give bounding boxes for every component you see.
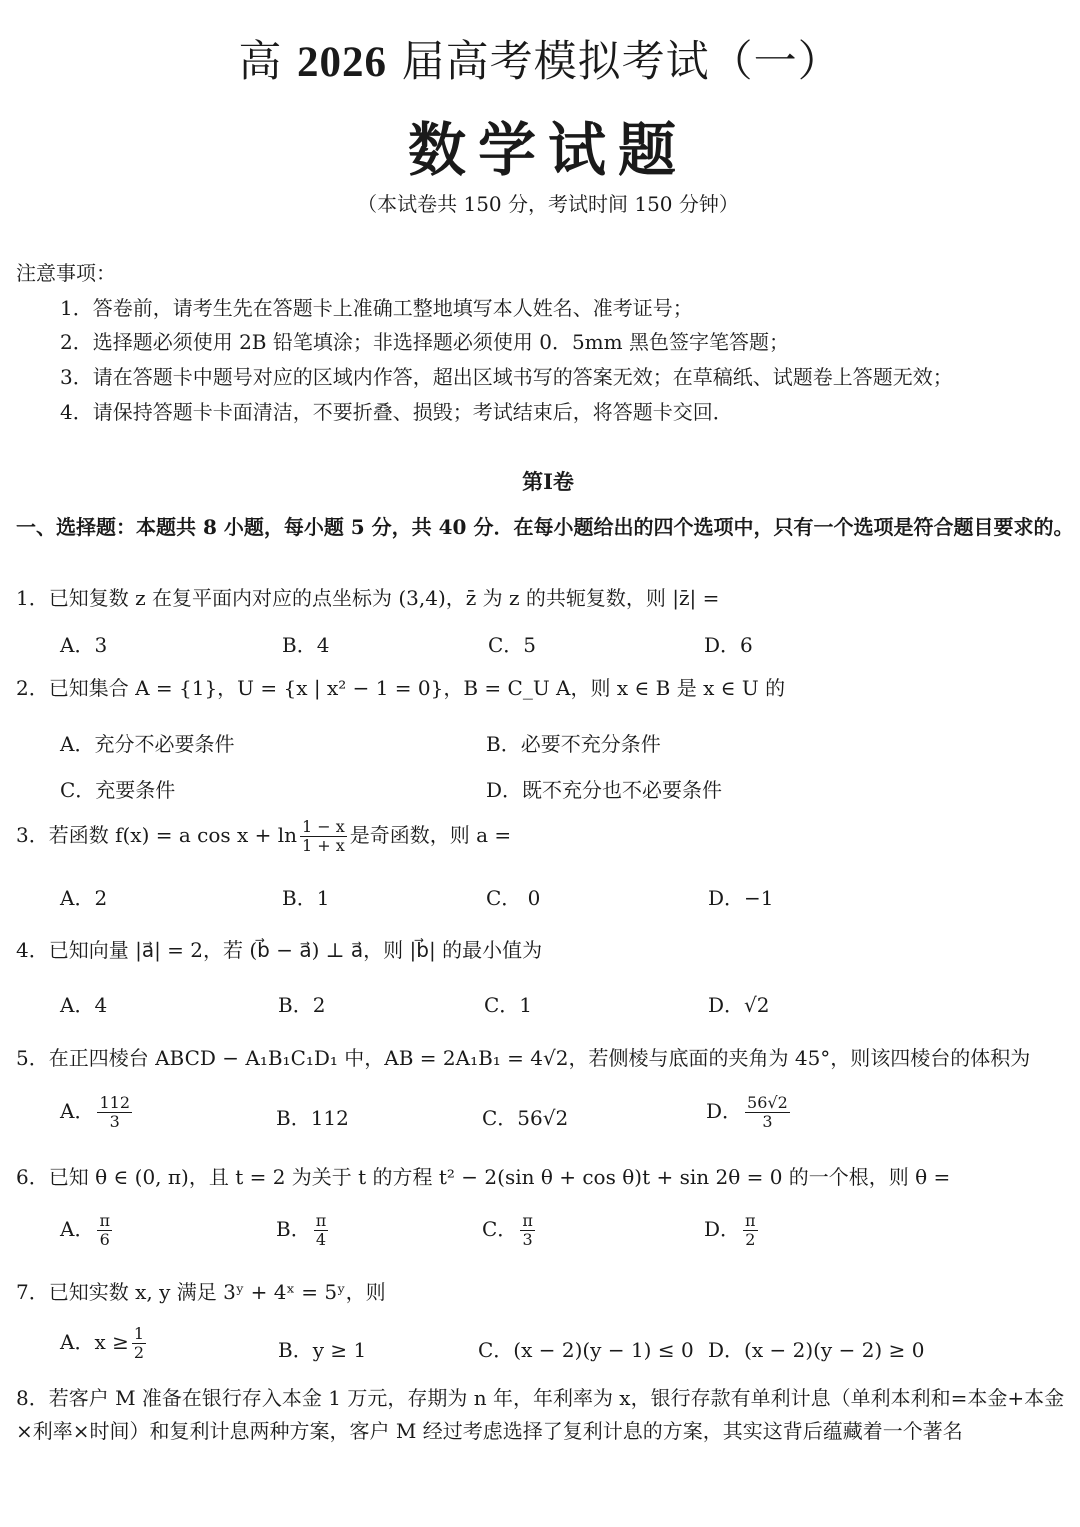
q6-option-b-fraction	[314, 1212, 329, 1249]
q2-option-a: A．充分不必要条件	[60, 732, 235, 756]
q6-a-den: 6	[99, 1230, 110, 1249]
q5-option-b: B．112	[276, 1106, 349, 1130]
q6-d-den: 2	[745, 1230, 756, 1249]
q4-option-a: A．4	[60, 993, 108, 1017]
exam-info: （本试卷共 150 分，考试时间 150 分钟）	[357, 192, 739, 216]
exam-title-prefix: 高	[238, 37, 297, 87]
q6-option-b-label: B．	[276, 1217, 311, 1241]
q4-option-d: D．√2	[708, 993, 770, 1017]
q2-option-d: D．既不充分也不必要条件	[486, 778, 723, 802]
q6-option-c-label: C．	[482, 1217, 518, 1241]
q1-option-b: B．4	[282, 633, 330, 657]
exam-title	[0, 28, 1080, 89]
q1-option-d: D．6	[704, 633, 753, 657]
q3-fraction	[300, 818, 347, 855]
q6-option-c	[482, 1212, 538, 1249]
q7-a-num: 1	[133, 1324, 145, 1343]
q1-option-c: C．5	[488, 633, 537, 657]
q6-option-d-label: D．	[704, 1217, 741, 1241]
q3-frac-den: 1 + x	[302, 836, 345, 855]
q6-c-num: π	[522, 1211, 533, 1230]
notice-item: 1．答卷前，请考生先在答题卡上准确工整地填写本人姓名、准考证号；	[60, 296, 693, 320]
exam-title-suffix: 届高考模拟考试（一）	[387, 37, 842, 87]
notice-item: 4．请保持答题卡卡面清洁，不要折叠、损毁；考试结束后，将答题卡交回．	[60, 400, 733, 424]
question-3	[16, 818, 511, 855]
exam-title-year: 2026	[297, 39, 387, 86]
q5-a-num: 112	[99, 1093, 130, 1112]
q3-text-post: 是奇函数，则 a =	[349, 823, 512, 847]
q6-option-d-fraction	[743, 1212, 758, 1249]
question-1: 1．已知复数 z 在复平面内对应的点坐标为 (3,4)，z̄ 为 z 的共轭复数，则 |z̄| =	[16, 586, 720, 610]
q3-option-b: B．1	[282, 886, 330, 910]
q7-option-d: D．(x − 2)(y − 2) ≥ 0	[708, 1338, 925, 1362]
q6-option-c-fraction	[520, 1212, 535, 1249]
q7-a-den: 2	[133, 1343, 145, 1362]
question-8: 8．若客户 M 准备在银行存入本金 1 万元，存期为 n 年，年利率为 x，银行存款有单利计息（单利本利和=本金+本金×利率×时间）和复利计息两种方案，客户 M 经过考虑选择了复利计息的方案，其实这背后蕴藏着一个著名	[16, 1386, 1065, 1443]
q6-b-num: π	[315, 1211, 327, 1230]
section-heading: 一、选择题：本题共 8 小题，每小题 5 分，共 40 分．在每小题给出的四个选项中，只有一个选项是符合题目要求的。	[16, 515, 1074, 539]
q7-option-b: B．y ≥ 1	[278, 1338, 367, 1362]
q7-option-c: C．(x − 2)(y − 1) ≤ 0	[478, 1338, 694, 1362]
q6-b-den: 4	[315, 1230, 327, 1249]
q2-option-b: B．必要不充分条件	[486, 732, 661, 756]
question-2: 2．已知集合 A = {1}，U = {x | x² − 1 = 0}，B = C_U A，则 x ∈ B 是 x ∈ U 的	[16, 676, 786, 700]
q6-option-a-fraction	[97, 1212, 112, 1249]
notice-item: 3．请在答题卡中题号对应的区域内作答，超出区域书写的答案无效；在草稿纸、试题卷上答题无效；	[60, 365, 953, 389]
question-4: 4．已知向量 |a⃗| = 2，若 (b⃗ − a⃗) ⊥ a⃗，则 |b⃗| 的最小值为	[16, 938, 543, 962]
q5-option-a-label: A．	[60, 1099, 95, 1123]
q7-option-a-label: A．x ≥	[60, 1330, 129, 1354]
q3-option-d: D．−1	[708, 886, 774, 910]
question-5: 5．在正四棱台 ABCD − A₁B₁C₁D₁ 中，AB = 2A₁B₁ = 4√2，若侧棱与底面的夹角为 45°，则该四棱台的体积为	[16, 1046, 1031, 1070]
notice-heading: 注意事项：	[16, 261, 116, 285]
q5-option-d-label: D．	[706, 1099, 743, 1123]
q6-c-den: 3	[522, 1230, 533, 1249]
q5-option-c: C．56√2	[482, 1106, 569, 1130]
q4-option-b: B．2	[278, 993, 326, 1017]
q5-option-d	[706, 1094, 793, 1131]
q5-option-d-fraction	[745, 1094, 790, 1131]
q6-d-num: π	[745, 1211, 756, 1230]
q6-a-num: π	[99, 1211, 110, 1230]
q7-option-a-fraction	[132, 1325, 146, 1362]
subject-title: 数学试题	[407, 116, 688, 184]
question-6: 6．已知 θ ∈ (0, π)，且 t = 2 为关于 t 的方程 t² − 2(sin θ + cos θ)t + sin 2θ = 0 的一个根，则 θ =	[16, 1165, 951, 1189]
q4-option-c: C．1	[484, 993, 533, 1017]
q5-option-a-fraction	[97, 1094, 132, 1131]
q7-option-a	[60, 1325, 149, 1362]
q5-d-num: 56√2	[747, 1093, 788, 1112]
q3-option-c: C． 0	[486, 886, 541, 910]
q3-frac-num: 1 − x	[302, 817, 345, 836]
volume-heading: 第Ⅰ卷	[522, 469, 574, 494]
question-7: 7．已知实数 x, y 满足 3ʸ + 4ˣ = 5ʸ，则	[16, 1280, 386, 1304]
q3-text-pre: 3．若函数 f(x) = a cos x + ln	[16, 823, 298, 847]
q6-option-d	[704, 1212, 761, 1249]
q3-option-a: A．2	[60, 886, 108, 910]
q6-option-a-label: A．	[60, 1217, 95, 1241]
q5-option-a	[60, 1094, 135, 1131]
notice-item: 2．选择题必须使用 2B 铅笔填涂；非选择题必须使用 0．5mm 黑色签字笔答题；	[60, 330, 789, 354]
q6-option-a	[60, 1212, 115, 1249]
q1-option-a: A．3	[60, 633, 108, 657]
q5-d-den: 3	[762, 1112, 773, 1131]
q5-a-den: 3	[109, 1112, 120, 1131]
q6-option-b	[276, 1212, 331, 1249]
q2-option-c: C．充要条件	[60, 778, 176, 802]
